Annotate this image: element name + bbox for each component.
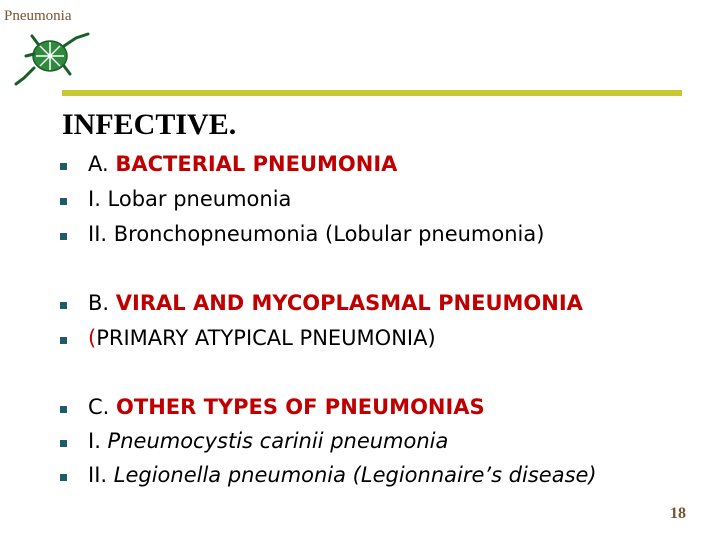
bullet-icon [60,337,67,344]
bullet-icon [60,163,67,170]
list-item-prefix: A. [88,152,116,176]
list-item-prefix: I. [88,429,108,453]
header-label: Pneumonia [4,8,72,24]
list-item [88,429,448,453]
bullet-icon [60,474,67,481]
bullet-icon [60,302,67,309]
list-item: II. Bronchopneumonia (Lobular pneumonia) [88,222,545,246]
list-item-text: Pneumocystis carinii pneumonia [107,429,449,453]
list-item [88,395,485,419]
title-divider [62,90,682,96]
list-item-text: Legionella pneumonia (Legionnaire’s disease) [113,463,597,487]
list-item-prefix: B. [88,291,116,315]
list-item-prefix: C. [88,395,117,419]
bullet-icon [60,198,67,205]
list-item [88,152,397,176]
list-item-prefix: II. [88,463,114,487]
list-item-heading: VIRAL AND MYCOPLASMAL PNEUMONIA [115,291,583,315]
bullet-icon [60,233,67,240]
list-item: I. Lobar pneumonia [88,187,292,211]
page-number: 18 [670,505,686,522]
slide-title: INFECTIVE. [62,108,237,141]
list-item [88,463,597,487]
list-item [88,326,436,350]
list-item [88,291,583,315]
list-item-heading: OTHER TYPES OF PNEUMONIAS [116,395,485,419]
turtle-icon [10,26,96,92]
bullet-icon [60,406,67,413]
list-item-open-paren: ( [88,326,97,350]
list-item-heading: BACTERIAL PNEUMONIA [115,152,398,176]
list-item-text: PRIMARY ATYPICAL PNEUMONIA) [96,326,436,350]
bullet-icon [60,440,67,447]
